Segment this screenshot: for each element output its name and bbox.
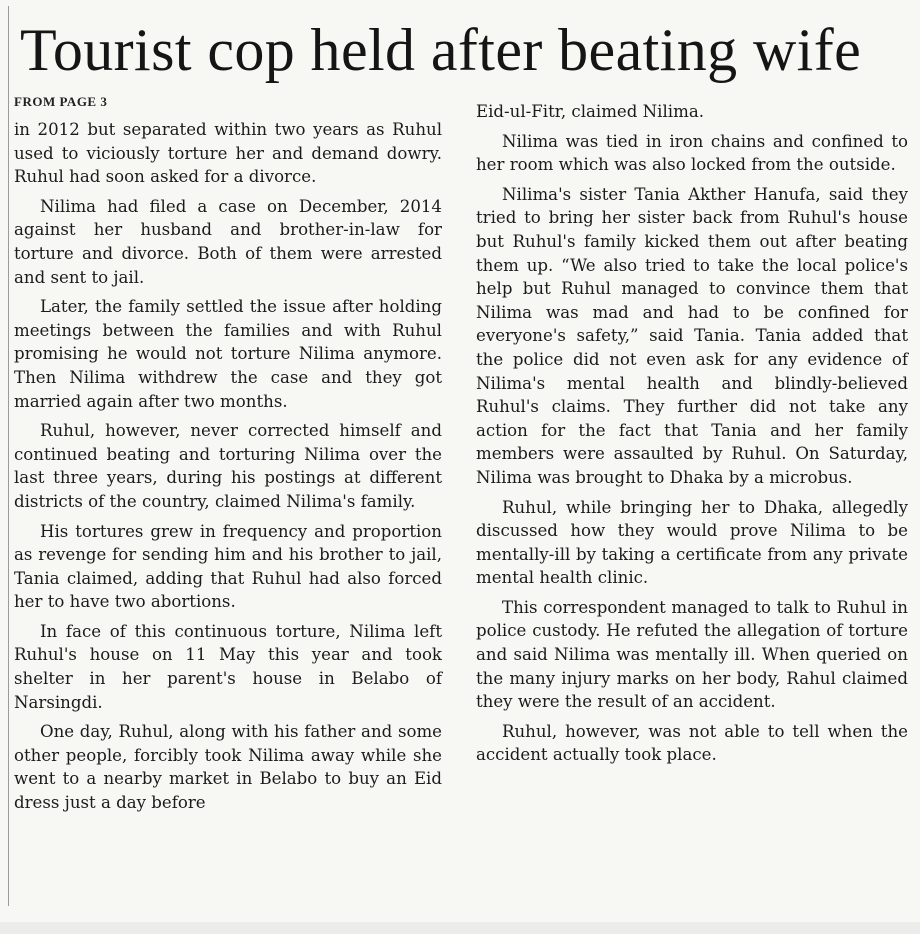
headline: Tourist cop held after beating wife	[20, 17, 862, 83]
article-column-left	[14, 118, 442, 821]
paragraph: In face of this continuous torture, Nilima left Ruhul's house on 11 May this year and took shelter in her parent's house in Belabo of Narsingdi.	[14, 621, 442, 712]
paragraph: Nilima had filed a case on December, 2014 against her husband and brother-in-law for torture and divorce. Both of them were arrested and sent to jail.	[14, 196, 442, 287]
column-rule	[8, 6, 9, 906]
paragraph: Ruhul, however, was not able to tell when the accident actually took place.	[476, 721, 908, 765]
paragraph: Nilima was tied in iron chains and confined to her room which was also locked from the outside.	[476, 131, 908, 175]
paragraph: Ruhul, while bringing her to Dhaka, allegedly discussed how they would prove Nilima to be mentally-ill by taking a certificate from any private mental health clinic.	[476, 497, 908, 588]
paragraph: Eid-ul-Fitr, claimed Nilima.	[476, 102, 704, 121]
paragraph: His tortures grew in frequency and proportion as revenge for sending him and his brother to jail, Tania claimed, adding that Ruhul had also forced her to have two abortions.	[14, 521, 442, 612]
paragraph: Ruhul, however, never corrected himself and continued beating and torturing Nilima over the last three years, during his postings at different districts of the country, claimed Nilima's family.	[14, 421, 442, 511]
article-column-right	[476, 100, 908, 773]
paragraph: Later, the family settled the issue after holding meetings between the families and with Ruhul promising he would not torture Nilima anymore. Then Nilima withdrew the case and they got married again after two months.	[14, 297, 442, 411]
paragraph: One day, Ruhul, along with his father and some other people, forcibly took Nilima away while she went to a nearby market in Belabo to buy an Eid dress just a day before	[14, 722, 442, 813]
page-edge	[0, 922, 920, 934]
paragraph: Nilima's sister Tania Akther Hanufa, said they tried to bring her sister back from Ruhul's house but Ruhul's family kicked them out after beating them up. “We also tried to take the local police's help but Ruhul managed to convince them that Nilima was mad and had to be confined for everyone's safety,” said Tania. Tania added that the police did not even ask for any evidence of Nilima's mental health and blindly-believed Ruhul's claims. They further did not take any action for the fact that Tania and her family members were assaulted by Ruhul. On Saturday, Nilima was brought to Dhaka by a microbus.	[476, 184, 908, 487]
paragraph: This correspondent managed to talk to Ruhul in police custody. He refuted the allegation of torture and said Nilima was mentally ill. When queried on the many injury marks on her body, Rahul claimed they were the result of an accident.	[476, 597, 908, 712]
paragraph: in 2012 but separated within two years as Ruhul used to viciously torture her and demand dowry. Ruhul had soon asked for a divorce.	[14, 120, 442, 187]
continued-from-label: FROM PAGE 3	[14, 94, 108, 109]
